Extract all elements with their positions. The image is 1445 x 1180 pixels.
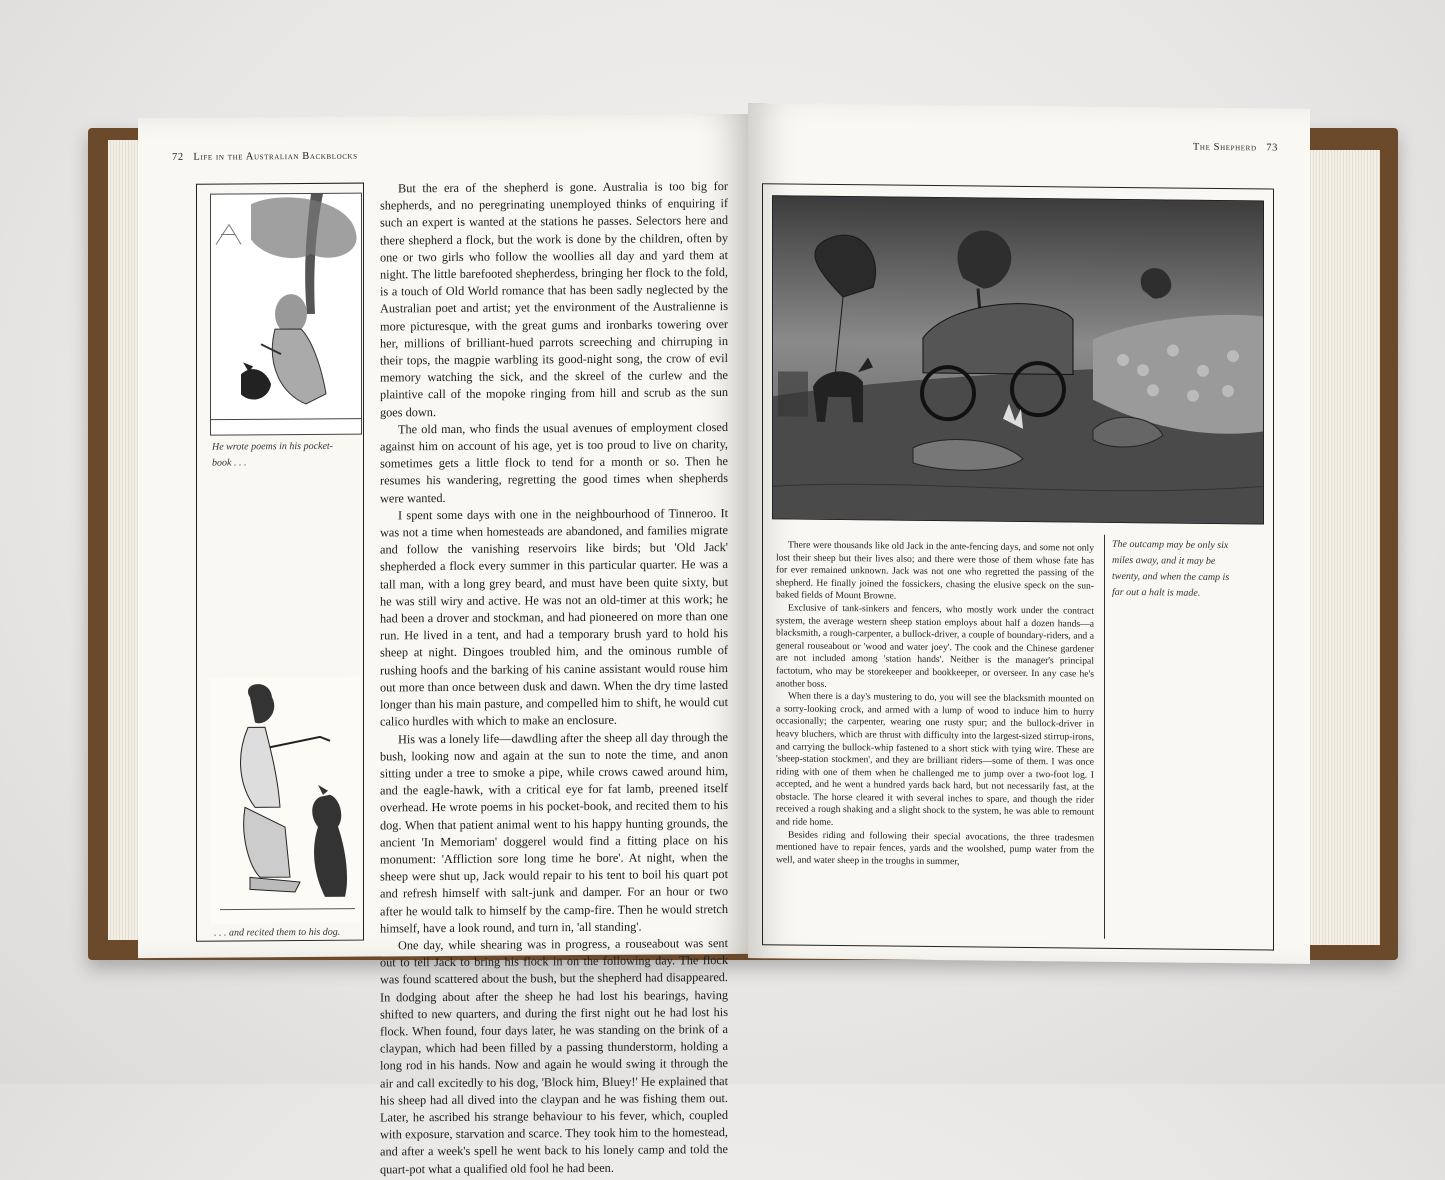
bullock-wagon-engraving	[772, 195, 1264, 524]
right-paragraph: Exclusive of tank-sinkers and fencers, who mostly work under the contract system, the average western sheep station employs about half a dozen hands—a blacksmith, a rough-carpenter, a bullock-driver, a couple of boundary-riders, and a general rouseabout or 'wood and water joey'. The cook and the Chinese gardener are not included among 'station hands'. Neither is the manager's principal factotum, who may be storekeeper and bookkeeper, or overseer. In any case he's another boss.	[776, 602, 1094, 690]
left-paragraph: One day, while shearing was in progress, a rouseabout was sent out to tell Jack to bring his flock in on the following day. The flock was found scattered about the bush, but the shepherd had disappeared. In dodging about after the sheep he had lost his bearings, having shifted to new quarters, and during the first night out he had lost his flock. When found, four days later, he was standing on the brink of a claypan, which had been filled by a passing thunderstorm, holding a long rod in his hands. Now and again he would swing it through the air and call excitedly to his dog, 'Block him, Bluey!' He explained that his sheep had all dived into the claypan and he was fishing them out. Later, he ascribed his strange behaviour to his fever, which, coupled with exposure, starvation and scarce. They took him to the homestead, and after a week's spell he went back to his lonely camp and told the quart-pot what a qualified old fool he had been.	[380, 935, 728, 1177]
right-running-head	[1193, 142, 1278, 154]
left-running-title: Life in the Australian Backblocks	[193, 150, 358, 163]
shepherd-writing-drawing	[211, 194, 361, 435]
right-paragraph: Besides riding and following their special avocations, the three tradesmen mentioned have to repair fences, yards and the woolshed, pump water from the well, and water sheep in the troughs in summer,	[776, 829, 1094, 868]
left-paragraph: The old man, who finds the usual avenues of employment closed against him on account of his age, yet is too proud to live on charity, sometimes gets a little flock to tend for a month or so. Then he resumes his wandering, regretting the good times when shepherds were wanted.	[380, 419, 728, 506]
left-paragraph: His was a lonely life—dawdling after the sheep all day through the bush, looking now and again at the sun to note the time, and anon sitting under a tree to smoke a pipe, while crows cawed around him, and the eagle-hawk, with a critical eye for fat lamb, preened itself overhead. He wrote poems in his pocket-book, and recited them to his dog. When that patient animal went to his happy hunting grounds, the ancient 'In Memoriam' doggerel would find a fitting place on his monument: 'Affliction sore long time he bore'. At night, when the sheep were shut up, Jack would repair to his tent to boil his quart pot and refresh himself with salt-junk and damper. For an hour or two after he would talk to himself by the camp-fire. Then he would stretch himself, have a look round, and turn in, 'all standing'.	[380, 729, 728, 936]
right-page	[748, 103, 1310, 964]
column-divider	[1104, 535, 1105, 939]
caption-outcamp: The outcamp may be only six miles away, and it may be twenty, and when the camp is far out a halt is made.	[1112, 538, 1230, 599]
caption-recited: . . . and recited them to his dog.	[214, 926, 341, 939]
recital-to-dog-drawing	[210, 677, 360, 924]
left-page-number: 72	[172, 151, 184, 163]
wagon-camp-scene	[773, 196, 1263, 523]
page-edges-right	[1310, 150, 1380, 945]
right-paragraph: When there is a day's mustering to do, you will see the blacksmith mounted on a sorry-looking crock, and armed with a lump of wood to induce him to hurry occasionally; the carpenter, wearing one rusty spur; and the bullock-driver in heavy bluchers, which are thrust with difficulty into the largest-sized stirrup-irons, and carrying the bullock-whip fastened to a short stick with tying wire. These are 'sheep-station stockmen', and they are brilliant riders—some of them. I was once riding with one of them when he challenged me to jump over a two-foot log. I accepted, and he went a hundred yards back hard, but not necessarily fast, at the obstacle. The horse cleared it with several inches to spare, and though the rider received a rough shaking and a slight shock to the system, he was able to remount and ride home.	[776, 690, 1094, 829]
right-paragraph: There were thousands like old Jack in the ante-fencing days, and some not only lost their sheep but their lives also; and there were those of them whose fate has for ever remained unknown. Jack was not one who regretted the passing of the shepherd. He finally joined the fossickers, chasing the elusive speck on the sun-baked fields of Mount Browne.	[776, 539, 1094, 602]
right-running-title: The Shepherd	[1192, 141, 1257, 154]
recital-to-dog-illustration	[210, 677, 360, 924]
right-page-number: 73	[1266, 142, 1278, 154]
caption-pocket-book: He wrote poems in his pocket-book . . .	[212, 440, 333, 469]
right-body-text	[776, 539, 1094, 940]
left-paragraph: I spent some days with one in the neighbourhood of Tinneroo. It was not a time when homesteads are abandoned, and families migrate and follow the vanishing reservoirs like birds; but 'Old Jack' shepherded a flock every summer in this particular quarter. He was a tall man, with a long grey beard, and must have been quite sixty, but he was still wiry and active. He was not an old-timer at this work; he had been a drover and stockman, and had pioneered on more than one run. He lived in a tent, and had a temporary brush yard to hold his sheep at night. Dingoes troubled him, and the ominous rumble of rushing hoofs and the barking of his canine assistant would rouse him out more than once between dusk and dawn. When the dry time lasted longer than his main pasture, and compelled him to shift, he would cut calico hurdles with which to make an enclosure.	[380, 505, 728, 729]
left-paragraph: But the era of the shepherd is gone. Australia is too big for shepherds, and no peregrinating unemployed thinks of enquiring if such an expert is wanted at the stations he passes. Selectors here and there shepherd a flock, but the work is done by the children, often by one or two girls who follow the woollies all day and yard them at night. The little barefooted shepherdess, bringing her flock to the fold, is a touch of Old World romance that has been sadly neglected by the Australian poet and artist; yet the environment of the Australienne is more picturesque, with the great gums and ironbarks towering over her, millions of brilliant-hued parrots screeching and chirruping in their tops, the magpie warbling its good-night song, the crow of evil memory watching the sick, and the skreel of the curlew and the plaintive call of the mopoke ringing from hill and scrub as the sun goes down.	[380, 179, 728, 420]
left-body-text	[380, 178, 728, 1177]
shepherd-writing-illustration	[210, 193, 362, 436]
left-page	[138, 114, 750, 1177]
left-running-head	[172, 151, 358, 163]
